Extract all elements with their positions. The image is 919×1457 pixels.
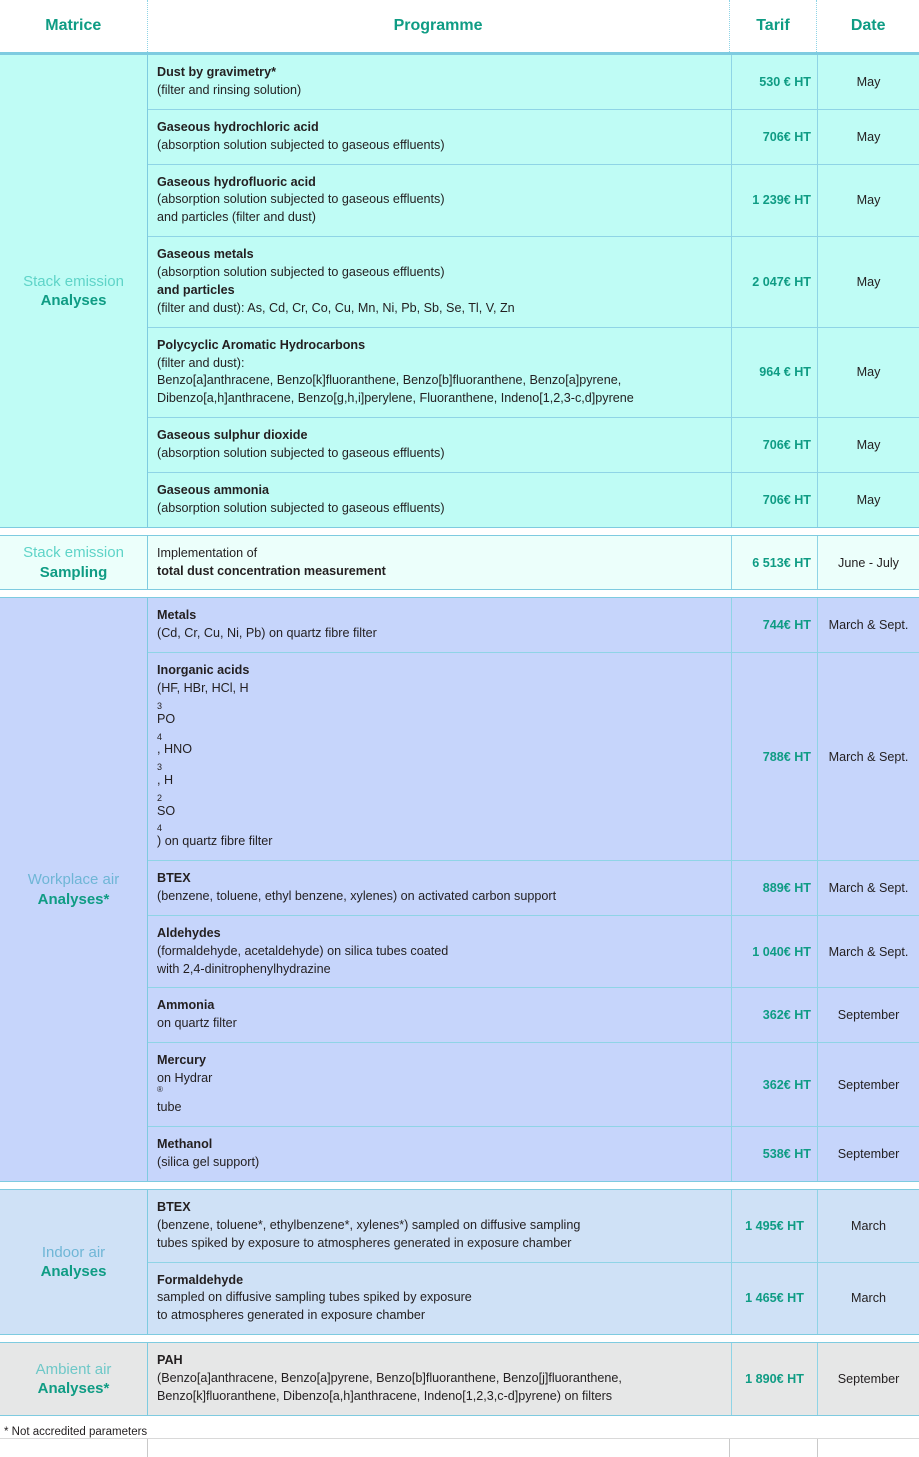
table-row: [148, 915, 919, 988]
tarif-cell: 362€ HT: [731, 988, 817, 1042]
tarif-cell: 706€ HT: [731, 110, 817, 164]
matrix-label-cell: [0, 535, 147, 591]
matrix-group: [0, 597, 919, 1182]
tarif-cell: 1 040€ HT: [731, 916, 817, 988]
matrix-label-line1: Stack emission: [23, 272, 124, 290]
matrix-label-line1: Stack emission: [23, 544, 124, 562]
date-cell: March & Sept.: [817, 861, 919, 915]
bottom-stub-tarif: [730, 1439, 818, 1457]
matrix-group: [0, 54, 919, 528]
date-cell: March: [817, 1263, 919, 1335]
tarif-cell: 362€ HT: [731, 1043, 817, 1126]
matrix-label-cell: [0, 1342, 147, 1416]
group-gap: [0, 528, 919, 535]
tarif-cell: 2 047€ HT: [731, 237, 817, 327]
programme-cell: Implementation of total dust concentration measurement: [157, 545, 386, 578]
date-cell: September: [817, 988, 919, 1042]
table-row: [148, 472, 919, 527]
group-rows: [147, 1342, 919, 1416]
group-rows: [147, 54, 919, 528]
matrix-group: [0, 1342, 919, 1416]
date-cell: March & Sept.: [817, 653, 919, 860]
matrix-label-line1: Workplace air: [27, 871, 120, 889]
table-body: [0, 54, 919, 1416]
date-cell: September: [817, 1343, 919, 1415]
programme-cell: Mercury on Hydrar ® tube: [157, 1053, 213, 1115]
column-header-date: Date: [816, 0, 919, 52]
programme-cell: Aldehydes (formaldehyde, acetaldehyde) on silica tubes coated with 2,4-dinitrophenylhydrazine: [157, 925, 449, 976]
date-cell: March & Sept.: [817, 916, 919, 988]
footnote-area: [0, 1416, 919, 1457]
table-row: [148, 1042, 919, 1126]
bottom-column-stubs: [0, 1439, 919, 1457]
table-row: [148, 1126, 919, 1181]
table-row: [148, 536, 919, 590]
matrix-label-line1: Ambient air: [35, 1360, 112, 1378]
bottom-stub-programme: [148, 1439, 731, 1457]
table-row: [148, 860, 919, 915]
programme-cell: BTEX (benzene, toluene*, ethylbenzene*, xylenes*) sampled on diffusive sampling tubes spiked by exposure to atmospheres generated in exposure chamber: [157, 1199, 581, 1250]
matrix-label-cell: [0, 54, 147, 528]
table-row: [148, 55, 919, 109]
table-row: [148, 652, 919, 860]
date-cell: May: [817, 418, 919, 472]
date-cell: May: [817, 165, 919, 237]
tarif-cell: 530 € HT: [731, 55, 817, 109]
tarif-cell: 706€ HT: [731, 473, 817, 527]
date-cell: May: [817, 55, 919, 109]
programme-cell: Methanol (silica gel support): [157, 1137, 260, 1170]
matrix-label-line2: Analyses*: [37, 1380, 110, 1397]
table-row: [148, 327, 919, 418]
column-header-tarif: Tarif: [729, 0, 817, 52]
footnote-text: * Not accredited parameters: [4, 1425, 148, 1438]
date-cell: March & Sept.: [817, 598, 919, 652]
programme-cell: Dust by gravimetry* (filter and rinsing solution): [157, 65, 302, 97]
table-row: [148, 987, 919, 1042]
programme-cell: Polycyclic Aromatic Hydrocarbons (filter and dust): Benzo[a]anthracene, Benzo[k]fluoranthene, Benzo[b]fluoranthene, Benzo[a]pyrene, Dibenzo[a,h]anthracene, Benzo[g,h,i]perylene, Fluoranthene, Indeno[1,2,3-c,d]pyrene: [157, 337, 634, 406]
programme-cell: Inorganic acids (HF, HBr, HCl, H $_3$ PO $_4$ , HNO $_3$ , H $_2$ SO $_4$ ) on quartz fibre filter: [157, 663, 273, 849]
tarif-cell: 1 890€ HT: [731, 1343, 817, 1415]
matrix-label-line2: Analyses*: [37, 890, 110, 908]
programme-cell: Metals (Cd, Cr, Cu, Ni, Pb) on quartz fibre filter: [157, 608, 377, 641]
matrix-label-line2: Analyses: [40, 291, 107, 309]
programme-cell: Formaldehyde sampled on diffusive sampling tubes spiked by exposure to atmospheres generated in exposure chamber: [157, 1272, 472, 1323]
matrix-label-line2: Sampling: [39, 563, 108, 581]
table-row: [148, 598, 919, 652]
tarif-cell: 744€ HT: [731, 598, 817, 652]
matrix-label-cell: [0, 597, 147, 1182]
programme-cell: Gaseous hydrochloric acid (absorption solution subjected to gaseous effluents): [157, 119, 445, 152]
matrix-label-cell: [0, 1189, 147, 1335]
tarif-cell: 1 465€ HT: [731, 1263, 817, 1335]
bottom-stub-date: [818, 1439, 919, 1457]
tarif-cell: 538€ HT: [731, 1127, 817, 1181]
column-header-matrice: Matrice: [0, 0, 147, 52]
tarif-cell: 788€ HT: [731, 653, 817, 860]
date-cell: June - July: [817, 536, 919, 590]
table-row: [148, 164, 919, 237]
group-rows: [147, 535, 919, 591]
programme-cell: Ammonia on quartz filter: [157, 998, 237, 1031]
programme-cell: BTEX (benzene, toluene, ethyl benzene, xylenes) on activated carbon support: [157, 871, 557, 903]
table-row: [148, 1262, 919, 1335]
table-header-row: [0, 0, 919, 54]
table-row: [148, 417, 919, 472]
programme-cell: Gaseous metals (absorption solution subjected to gaseous effluents) and particles (filter and dust): As, Cd, Cr, Co, Cu, Mn, Ni, Pb, Sb, Se, Tl, V, Zn: [157, 247, 515, 315]
column-header-programme: Programme: [147, 0, 729, 52]
programme-cell: Gaseous hydrofluoric acid (absorption solution subjected to gaseous effluents) and particles (filter and dust): [157, 174, 445, 225]
table-row: [148, 1190, 919, 1262]
tarif-cell: 706€ HT: [731, 418, 817, 472]
matrix-group: [0, 1189, 919, 1335]
tarif-cell: 964 € HT: [731, 328, 817, 418]
date-cell: March: [817, 1190, 919, 1262]
table-row: [148, 236, 919, 327]
tarif-cell: 889€ HT: [731, 861, 817, 915]
group-rows: [147, 597, 919, 1182]
group-gap: [0, 1335, 919, 1342]
group-gap: [0, 590, 919, 597]
date-cell: May: [817, 237, 919, 327]
matrix-group: [0, 535, 919, 591]
table-row: [148, 109, 919, 164]
date-cell: May: [817, 110, 919, 164]
matrix-label-line1: Indoor air: [41, 1243, 106, 1261]
tarif-cell: 6 513€ HT: [731, 536, 817, 590]
date-cell: May: [817, 328, 919, 418]
group-rows: [147, 1189, 919, 1335]
programme-cell: PAH (Benzo[a]anthracene, Benzo[a]pyrene, Benzo[b]fluoranthene, Benzo[j]fluoranthene, Benzo[k]fluoranthene, Dibenzo[a,h]anthracene, Indeno[1,2,3,c-d]pyrene) on filters: [157, 1353, 622, 1403]
programme-cell: Gaseous ammonia (absorption solution subjected to gaseous effluents): [157, 482, 445, 515]
date-cell: May: [817, 473, 919, 527]
programme-cell: Gaseous sulphur dioxide (absorption solution subjected to gaseous effluents): [157, 428, 445, 460]
tarif-cell: 1 495€ HT: [731, 1190, 817, 1262]
date-cell: September: [817, 1127, 919, 1181]
table-row: [148, 1343, 919, 1415]
tarif-cell: 1 239€ HT: [731, 165, 817, 237]
matrix-label-line2: Analyses: [40, 1263, 107, 1281]
bottom-stub-matrice: [0, 1439, 148, 1457]
group-gap: [0, 1182, 919, 1189]
date-cell: September: [817, 1043, 919, 1126]
